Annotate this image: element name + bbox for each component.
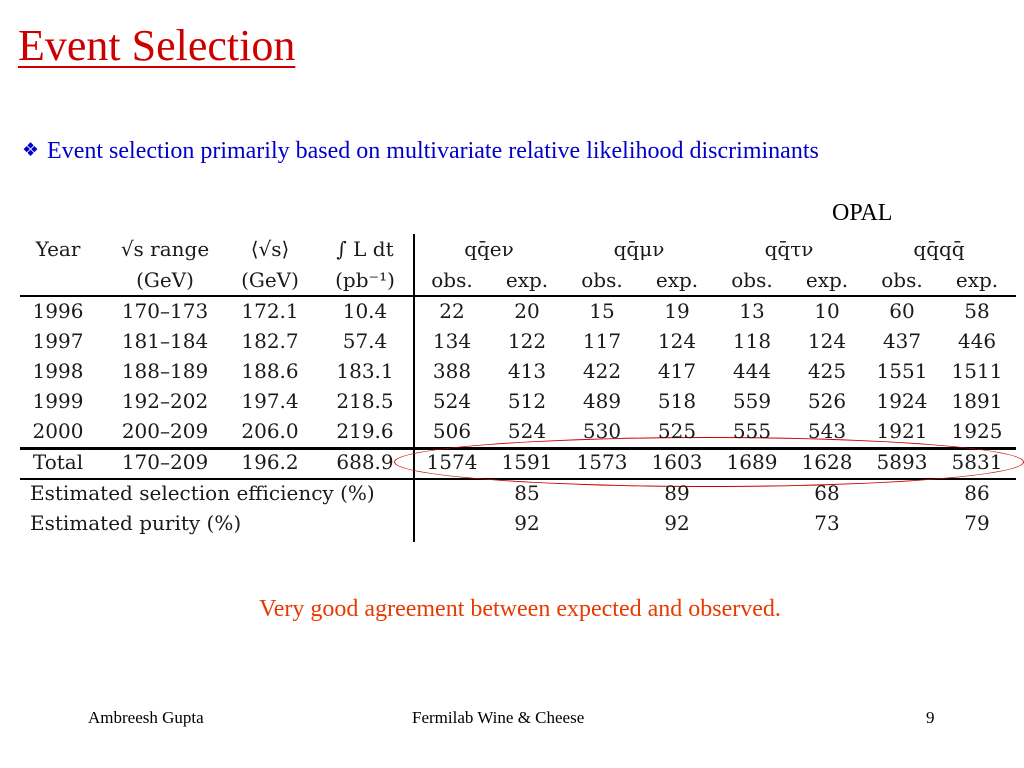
purity-label: Estimated purity (%) (30, 511, 242, 535)
table-cell-range: 188–189 (121, 359, 209, 383)
table-cell-lumi: 218.5 (336, 389, 394, 413)
table-cell-count: 22 (439, 299, 465, 323)
total-label: Total (32, 450, 84, 474)
total-cell-count: 1573 (576, 450, 628, 474)
header-obs: obs. (431, 268, 473, 292)
efficiency-value: 86 (964, 481, 990, 505)
slide-title: Event Selection (18, 21, 296, 70)
table-cell-year: 1997 (32, 329, 84, 353)
footer-author: Ambreesh Gupta (88, 708, 204, 727)
efficiency-value: 85 (514, 481, 540, 505)
table-cell-range: 192–202 (121, 389, 209, 413)
table-cell-count: 422 (582, 359, 622, 383)
efficiency-label: Estimated selection efficiency (%) (30, 481, 375, 505)
table-cell-count: 413 (507, 359, 547, 383)
header-obs: obs. (881, 268, 923, 292)
table-cell-count: 13 (739, 299, 765, 323)
efficiency-value: 89 (664, 481, 690, 505)
table-cell-mean: 197.4 (241, 389, 299, 413)
table-cell-count: 1925 (951, 419, 1003, 443)
header-exp: exp. (655, 268, 699, 292)
total-cell-count: 5893 (876, 450, 928, 474)
table-cell-count: 446 (957, 329, 997, 353)
table-cell-count: 118 (732, 329, 772, 353)
header-exp: exp. (505, 268, 549, 292)
table-cell-count: 58 (964, 299, 990, 323)
table-cell-mean: 172.1 (241, 299, 299, 323)
table-cell-count: 19 (664, 299, 690, 323)
total-cell-count: 1574 (426, 450, 478, 474)
table-cell-lumi: 183.1 (336, 359, 394, 383)
total-row-highlight-ellipse (394, 437, 1024, 487)
table-cell-range: 200–209 (121, 419, 209, 443)
table-cell-count: 1511 (951, 359, 1003, 383)
total-range: 170–209 (121, 450, 209, 474)
table-cell-count: 425 (807, 359, 847, 383)
total-cell-count: 1689 (726, 450, 778, 474)
table-cell-lumi: 219.6 (336, 419, 394, 443)
table-cell-count: 518 (657, 389, 697, 413)
purity-value: 92 (664, 511, 690, 535)
purity-value: 79 (964, 511, 990, 535)
table-cell-mean: 206.0 (241, 419, 299, 443)
footer-event: Fermilab Wine & Cheese (412, 708, 585, 727)
header-mean-unit: (GeV) (241, 268, 299, 292)
table-cell-count: 1924 (876, 389, 928, 413)
header-obs: obs. (731, 268, 773, 292)
header-exp: exp. (805, 268, 849, 292)
table-cell-range: 170–173 (121, 299, 209, 323)
header-channel: qq̄qq̄ (913, 237, 965, 261)
purity-value: 92 (514, 511, 540, 535)
header-channel: qq̄μν (613, 237, 665, 261)
table-cell-count: 1891 (951, 389, 1003, 413)
table-cell-count: 60 (889, 299, 915, 323)
header-channel: qq̄eν (464, 237, 514, 261)
table-cell-count: 417 (657, 359, 697, 383)
table-cell-count: 555 (732, 419, 772, 443)
footer-page-number: 9 (926, 708, 935, 727)
table-cell-count: 437 (882, 329, 922, 353)
total-cell-count: 1628 (801, 450, 853, 474)
header-exp: exp. (955, 268, 999, 292)
table-cell-count: 1551 (876, 359, 928, 383)
header-sqrt-s-range: √s range (120, 237, 210, 261)
header-obs: obs. (581, 268, 623, 292)
table-cell-year: 2000 (32, 419, 84, 443)
table-cell-count: 134 (432, 329, 472, 353)
table-cell-year: 1998 (32, 359, 84, 383)
table-cell-count: 124 (807, 329, 847, 353)
table-cell-lumi: 57.4 (342, 329, 388, 353)
total-cell-count: 5831 (951, 450, 1003, 474)
table-cell-count: 1921 (876, 419, 928, 443)
header-mean-sqrt-s: ⟨√s⟩ (250, 237, 290, 261)
total-cell-count: 1591 (501, 450, 553, 474)
total-mean: 196.2 (241, 450, 299, 474)
table-cell-count: 506 (432, 419, 472, 443)
table-rule-header (20, 295, 1016, 297)
table-cell-count: 388 (432, 359, 472, 383)
table-cell-count: 444 (732, 359, 772, 383)
table-cell-mean: 182.7 (241, 329, 299, 353)
table-cell-count: 122 (507, 329, 547, 353)
table-cell-count: 20 (514, 299, 540, 323)
table-cell-lumi: 10.4 (342, 299, 388, 323)
table-cell-count: 524 (507, 419, 547, 443)
header-year: Year (35, 237, 81, 261)
table-cell-year: 1999 (32, 389, 84, 413)
header-lumi-unit: (pb⁻¹) (335, 268, 395, 292)
total-cell-count: 1603 (651, 450, 703, 474)
conclusion-text: Very good agreement between expected and observed. (259, 596, 781, 622)
header-channel: qq̄τν (764, 237, 814, 261)
table-cell-count: 525 (657, 419, 697, 443)
experiment-label: OPAL (832, 200, 893, 226)
table-cell-count: 10 (814, 299, 840, 323)
table-cell-count: 124 (657, 329, 697, 353)
bullet-text: Event selection primarily based on multivariate relative likelihood discriminants (47, 138, 819, 164)
table-cell-mean: 188.6 (241, 359, 299, 383)
table-cell-count: 543 (807, 419, 847, 443)
diamond-bullet-icon: ❖ (22, 139, 40, 161)
purity-value: 73 (814, 511, 840, 535)
table-rule-vertical (413, 234, 415, 542)
header-range-unit: (GeV) (136, 268, 194, 292)
table-cell-count: 489 (582, 389, 622, 413)
table-cell-count: 512 (507, 389, 547, 413)
table-cell-count: 530 (582, 419, 622, 443)
efficiency-value: 68 (814, 481, 840, 505)
table-cell-count: 559 (732, 389, 772, 413)
total-lumi: 688.9 (336, 450, 394, 474)
table-cell-range: 181–184 (121, 329, 209, 353)
table-cell-count: 15 (589, 299, 615, 323)
header-luminosity: ∫ L dt (336, 237, 394, 261)
table-cell-count: 524 (432, 389, 472, 413)
table-cell-year: 1996 (32, 299, 84, 323)
table-cell-count: 117 (582, 329, 622, 353)
table-cell-count: 526 (807, 389, 847, 413)
